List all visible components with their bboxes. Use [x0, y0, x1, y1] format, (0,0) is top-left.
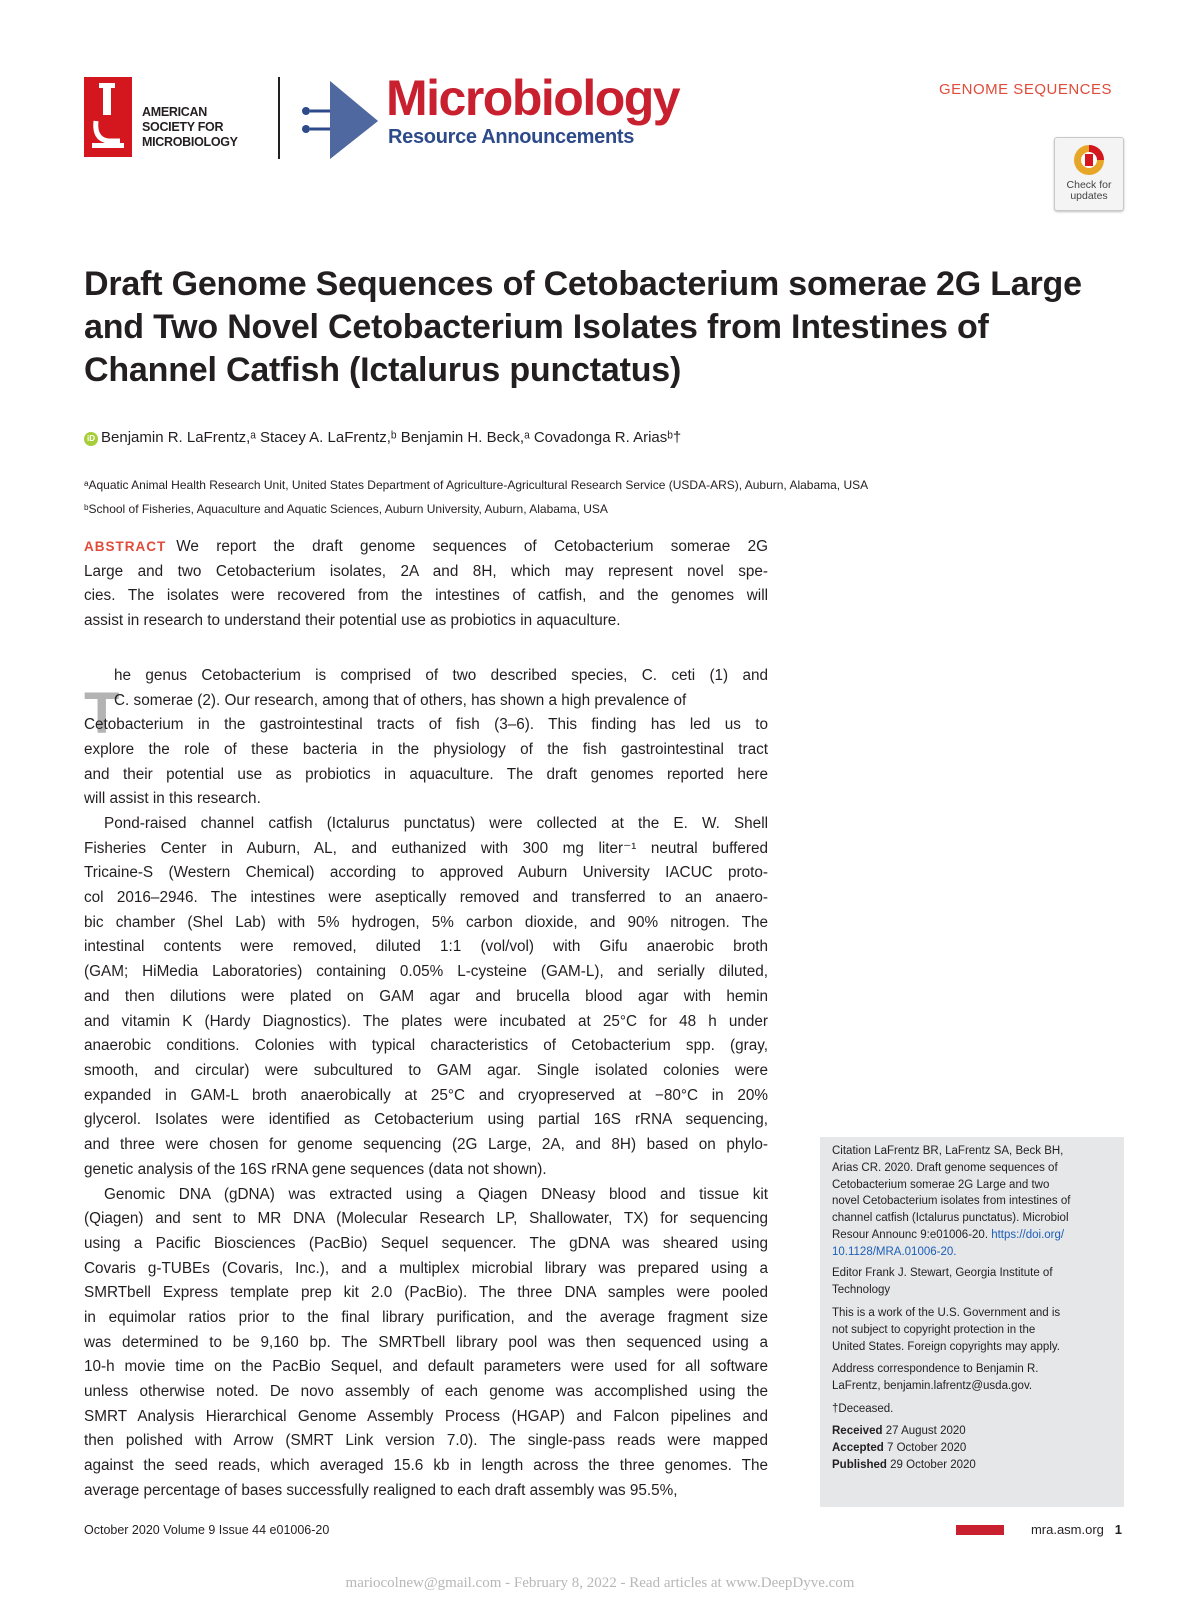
abstract-heading: ABSTRACT — [84, 539, 167, 554]
body-line: 10-h movie time on the PacBio Sequel, and default parameters were used for all software — [84, 1358, 768, 1376]
body-line: and vitamin K (Hardy Diagnostics). The plates were incubated at 25°C for 48 h under — [84, 1012, 768, 1030]
body-line: Covaris g-TUBEs (Covaris, Inc.), and a multiplex microbial library was prepared using a — [84, 1259, 768, 1277]
body-line: will assist in this research. — [84, 790, 261, 808]
footer-site — [1031, 1522, 1122, 1537]
accepted-value: 7 October 2020 — [886, 1442, 967, 1454]
journal-logo — [300, 70, 740, 161]
body-line: C. somerae (2). Our research, among that of others, has shown a high prevalence of — [114, 691, 687, 709]
body-line: he genus Cetobacterium is comprised of two described species, C. ceti (1) and — [114, 667, 768, 684]
check-for-updates-button[interactable] — [1054, 137, 1124, 211]
correspondence-line: LaFrentz, benjamin.lafrentz@usda.gov. — [832, 1379, 1033, 1392]
copyright — [832, 1305, 1116, 1355]
orcid-icon[interactable]: iD — [84, 432, 98, 446]
correspondence — [832, 1361, 1116, 1395]
citation-line: Cetobacterium somerae 2G Large and two — [832, 1178, 1050, 1191]
correspondence-line: Address correspondence to Benjamin R. — [832, 1363, 1039, 1375]
paragraph-1 — [84, 713, 768, 812]
paragraph-2 — [84, 812, 768, 1182]
copyright-line: This is a work of the U.S. Government and is — [832, 1307, 1061, 1319]
title-line: Channel Catfish (Ictalurus punctatus) — [84, 351, 682, 389]
page-number: 1 — [1114, 1522, 1122, 1537]
abstract — [84, 535, 768, 634]
body-line: (Qiagen) and sent to MR DNA (Molecular Research LP, Shallowater, TX) for sequencing — [84, 1210, 768, 1228]
body-line: Fisheries Center in Auburn, AL, and euthanized with 300 mg liter⁻¹ neutral buffered — [84, 839, 768, 857]
body-line: glycerol. Isolates were identified as Cetobacterium using partial 16S rRNA sequencing, — [84, 1111, 768, 1129]
citation — [832, 1143, 1116, 1261]
issue-info: October 2020 Volume 9 Issue 44 e01006-20 — [84, 1523, 330, 1537]
abstract-line: Large and two Cetobacterium isolates, 2A and 8H, which may represent novel spe- — [84, 562, 768, 580]
asm-logo-text: AMERICAN SOCIETY FOR MICROBIOLOGY — [142, 105, 238, 149]
citation-line: Resour Announc 9:e01006-20. — [832, 1228, 989, 1241]
body-line: unless otherwise noted. De novo assembly of each genome was accomplished using the — [84, 1383, 768, 1400]
body-line: expanded in GAM-L broth anaerobically at 25°C and cryopreserved at −80°C in 20% — [84, 1086, 768, 1104]
body-line: average percentage of bases successfully realigned to each draft assembly was 95.5%, — [84, 1481, 678, 1499]
body-line: Cetobacterium in the gastrointestinal tracts of fish (3–6). This finding has led us to — [84, 716, 768, 734]
asm-journals-logo — [956, 1525, 1004, 1535]
editor — [832, 1265, 1116, 1299]
copyright-line: not subject to copyright protection in the — [832, 1323, 1036, 1336]
published-label: Published — [832, 1459, 887, 1471]
mra-triangle-icon — [300, 81, 380, 159]
site-link[interactable]: mra.asm.org — [1030, 1522, 1104, 1537]
check-for-updates-label: Check for updates — [1066, 179, 1112, 202]
affiliation-a: ᵃAquatic Animal Health Research Unit, United States Department of Agriculture-Agricultural Research Service (USDA-ARS), Auburn, Alabama, USA — [84, 478, 869, 492]
citation-line: channel catfish (Ictalurus punctatus). Microbiol — [832, 1212, 1069, 1225]
doi-link[interactable]: https://doi.org/ — [991, 1228, 1065, 1241]
article-info-sidebar — [820, 1137, 1124, 1507]
body-line: Genomic DNA (gDNA) was extracted using a Qiagen DNeasy blood and tissue kit — [104, 1185, 768, 1203]
title-line: and Two Novel Cetobacterium Isolates from Intestines of — [84, 308, 989, 346]
editor-line: Editor Frank J. Stewart, Georgia Institute of — [832, 1267, 1053, 1279]
paragraph-1-head — [114, 664, 768, 713]
body-line: smooth, and circular) were subcultured to GAM agar. Single isolated colonies were — [84, 1061, 768, 1079]
download-watermark: mariocolnew@gmail.com - February 8, 2022 - Read articles at www.DeepDyve.com — [345, 1575, 855, 1591]
section-label: GENOME SEQUENCES — [938, 81, 1112, 98]
accepted-label: Accepted — [832, 1442, 884, 1454]
body-line: (GAM; HiMedia Laboratories) containing 0.05% L-cysteine (GAM-L), and serially diluted, — [84, 963, 768, 981]
published-date — [832, 1457, 1116, 1474]
doi-link[interactable]: 10.1128/MRA.01006-20. — [832, 1245, 957, 1258]
editor-line: Technology — [832, 1283, 891, 1296]
body-line: SMRTbell Express template prep kit 2.0 (PacBio). The three DNA samples were pooled — [84, 1284, 768, 1302]
body-line: col 2016–2946. The intestines were aseptically removed and transferred to an anaero- — [84, 889, 768, 907]
drop-cap: T — [84, 681, 120, 746]
received-date — [832, 1423, 1116, 1440]
article-title — [84, 263, 1084, 392]
body-line: and three were chosen for genome sequencing (2G Large, 2A, and 8H) based on phylo- — [84, 1135, 768, 1153]
authors-text: Benjamin R. LaFrentz,ᵃ Stacey A. LaFrentz,ᵇ Benjamin H. Beck,ᵃ Covadonga R. Ariasᵇ† — [101, 429, 682, 446]
abstract-line: We report the draft genome sequences of Cetobacterium somerae 2G — [176, 538, 768, 555]
received-value: 27 August 2020 — [885, 1425, 966, 1437]
crossmark-icon — [1073, 144, 1105, 178]
body-line: and then dilutions were plated on GAM agar and brucella blood agar with hemin — [84, 987, 768, 1005]
body-line: then polished with Arrow (SMRT Link version 7.0). The single-pass reads were mapped — [84, 1432, 768, 1450]
body-line: SMRT Analysis Hierarchical Genome Assembly Process (HGAP) and Falcon pipelines and — [84, 1407, 768, 1425]
body-line: using a Pacific Biosciences (PacBio) Sequel sequencer. The gDNA was sheared using — [84, 1234, 768, 1252]
body-line: explore the role of these bacteria in the physiology of the fish gastrointestinal tract — [84, 741, 768, 759]
body-line: genetic analysis of the 16S rRNA gene sequences (data not shown). — [84, 1160, 547, 1178]
citation-line: Arias CR. 2020. Draft genome sequences of — [832, 1161, 1058, 1174]
published-value: 29 October 2020 — [890, 1459, 976, 1471]
body-line: in equimolar ratios prior to the final library purification, and the average fragment size — [84, 1308, 768, 1326]
affiliation-b: ᵇSchool of Fisheries, Aquaculture and Aquatic Sciences, Auburn University, Auburn, Alabama, USA — [84, 502, 608, 516]
abstract-line: cies. The isolates were recovered from the intestines of catfish, and the genomes will — [84, 587, 768, 605]
journal-title: Microbiology — [386, 70, 680, 126]
paragraph-3 — [84, 1183, 768, 1504]
body-line: Pond-raised channel catfish (Ictalurus punctatus) were collected at the E. W. Shell — [104, 815, 768, 832]
body-line: and their potential use as probiotics in aquaculture. The draft genomes reported here — [84, 765, 768, 783]
body-line: intestinal contents were removed, diluted 1:1 (vol/vol) with Gifu anaerobic broth — [84, 938, 768, 956]
abstract-line: assist in research to understand their potential use as probiotics in aquaculture. — [84, 612, 621, 630]
deceased-note: †Deceased. — [832, 1403, 894, 1415]
body-line: Tricaine-S (Western Chemical) according to approved Auburn University IACUC proto- — [84, 864, 768, 882]
title-line: Draft Genome Sequences of Cetobacterium somerae 2G Large — [84, 265, 1082, 303]
journal-subtitle: Resource Announcements — [388, 126, 635, 148]
header-divider — [278, 77, 280, 159]
body-line: against the seed reads, which averaged 15.6 kb in length across the three genomes. The — [84, 1457, 768, 1475]
body-line: was determined to be 9,160 bp. The SMRTbell library pool was then sequenced using a — [84, 1333, 768, 1351]
accepted-date — [832, 1440, 1116, 1457]
citation-line: novel Cetobacterium isolates from intestines of — [832, 1195, 1071, 1208]
body-line: bic chamber (Shel Lab) with 5% hydrogen, 5% carbon dioxide, and 90% nitrogen. The — [84, 913, 768, 931]
body-line: anaerobic conditions. Colonies with typical characteristics of Cetobacterium spp. (gray, — [84, 1037, 768, 1055]
copyright-line: United States. Foreign copyrights may apply. — [832, 1340, 1060, 1353]
received-label: Received — [832, 1425, 883, 1437]
microscope-icon — [84, 77, 132, 157]
citation-line: Citation LaFrentz BR, LaFrentz SA, Beck BH, — [832, 1145, 1064, 1157]
author-list — [84, 429, 681, 446]
asm-logo — [84, 77, 254, 157]
